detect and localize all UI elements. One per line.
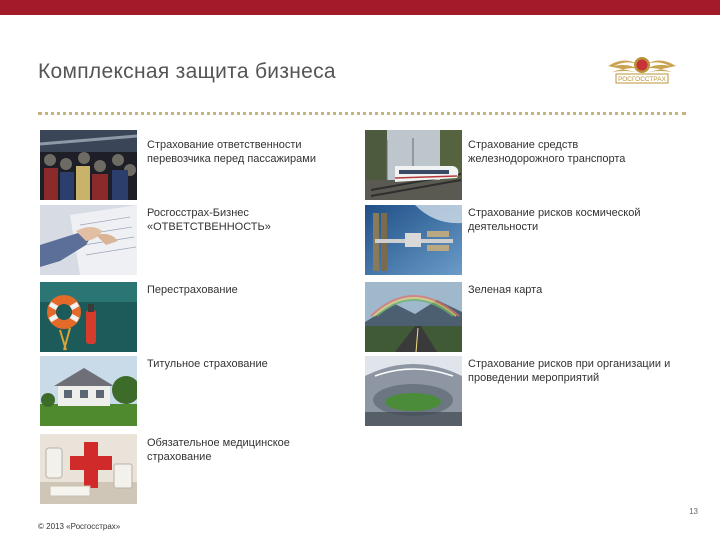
road-rainbow-photo-icon bbox=[365, 282, 462, 352]
item-caption-line: перевозчика перед пассажирами bbox=[147, 153, 316, 165]
crowd-photo-icon bbox=[40, 130, 137, 200]
item-caption-line: Обязательное медицинское bbox=[147, 437, 290, 449]
item-caption-line: «ОТВЕТСТВЕННОСТЬ» bbox=[147, 221, 271, 233]
item-caption-line: Страхование рисков космической bbox=[468, 207, 641, 219]
item-caption-line: проведении мероприятий bbox=[468, 372, 600, 384]
space-station-photo-icon bbox=[365, 205, 462, 275]
medical-cross-photo-icon bbox=[40, 434, 137, 504]
item-caption-line: Росгосстрах-Бизнес bbox=[147, 207, 249, 219]
stadium-photo-icon bbox=[365, 356, 462, 426]
rosgosstrakh-logo bbox=[604, 48, 680, 86]
title-divider bbox=[38, 112, 686, 115]
page-number: 13 bbox=[689, 507, 698, 516]
page-title: Комплексная защита бизнеса bbox=[38, 60, 336, 83]
top-accent-bar bbox=[0, 0, 720, 15]
copyright-footer: © 2013 «Росгосстрах» bbox=[38, 522, 121, 531]
item-caption-line: страхование bbox=[147, 451, 212, 463]
lifebuoy-photo-icon bbox=[40, 282, 137, 352]
item-caption-line: железнодорожного транспорта bbox=[468, 153, 626, 165]
svg-text:РОСГОССТРАХ: РОСГОССТРАХ bbox=[618, 76, 666, 83]
item-caption-line: Титульное страхование bbox=[147, 358, 268, 370]
train-photo-icon bbox=[365, 130, 462, 200]
item-caption-line: Перестрахование bbox=[147, 284, 238, 296]
item-caption-line: деятельности bbox=[468, 221, 539, 233]
handshake-photo-icon bbox=[40, 205, 137, 275]
item-caption-line: Зеленая карта bbox=[468, 284, 543, 296]
item-caption-line: Страхование средств bbox=[468, 139, 579, 151]
house-photo-icon bbox=[40, 356, 137, 426]
item-caption-line: Страхование рисков при организации и bbox=[468, 358, 671, 370]
item-caption-line: Страхование ответственности bbox=[147, 139, 302, 151]
